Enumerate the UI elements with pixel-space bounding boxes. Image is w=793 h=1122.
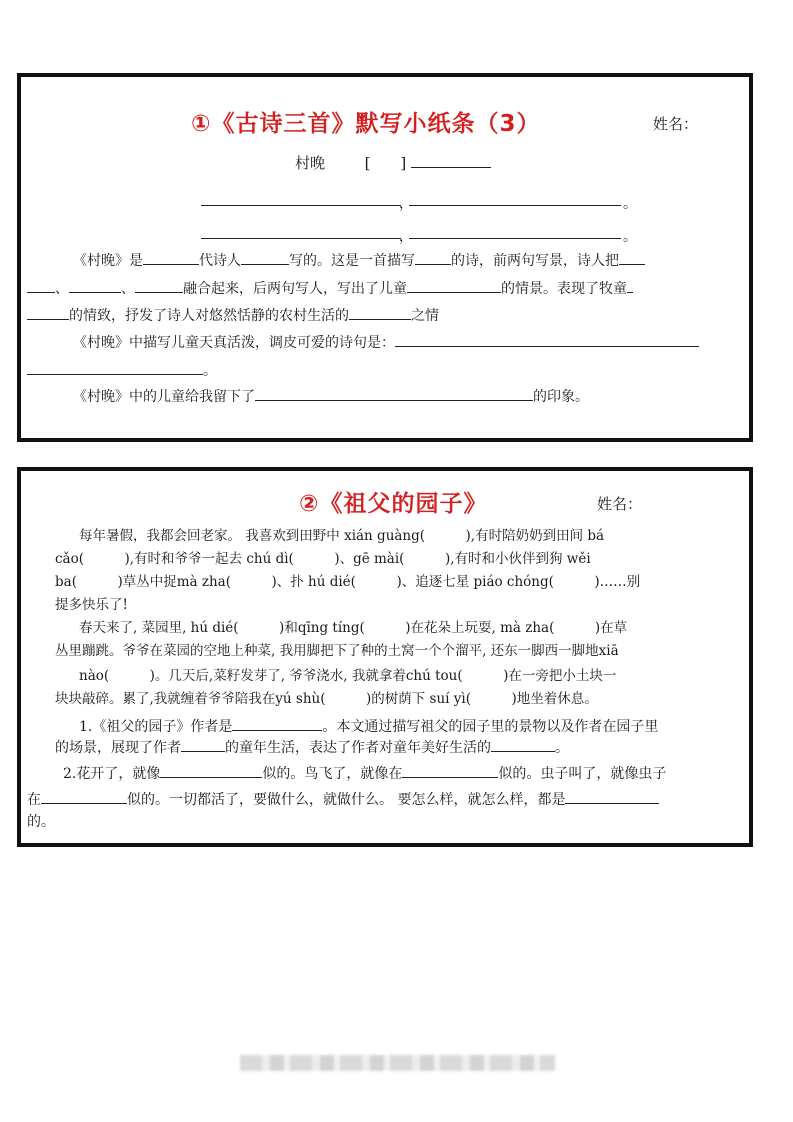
scene-blank-3[interactable] [69,278,121,293]
scene-blank-4[interactable] [135,278,183,293]
q2-answer-blank[interactable] [255,386,533,401]
c2-childhood-blank[interactable] [181,737,225,752]
p3-text-a: 的情致，抒发了诗人对悠然恬静的农村生活的 [69,308,349,324]
feeling-blank[interactable] [349,305,411,320]
c2-q1-text-e: 。 [555,740,569,756]
herdboy-blank-b[interactable] [27,305,69,320]
herdboy-blank-a[interactable] [627,278,633,293]
c2-q2-text-e: 似的。一切都活了，要做什么，就做什么。 要怎么样，就怎么样，都是 [127,792,566,808]
card2-question-1 [79,716,658,736]
children-scene-blank[interactable] [407,278,501,293]
passage-line-2: cǎo( ),有时和爷爷一起去 chú dì( )、gē mài( ),有时和小伙伴到狗 wěi [55,551,591,567]
poem-title: 村晚 [295,154,326,172]
p2-text-a: 、 [55,281,69,297]
poem-line-1-comma: ， [399,196,413,212]
p2-text-c: 的情景。表现了牧童 [501,281,627,297]
c2-q2-text-a: 2.花开了，就像 [63,766,161,782]
c2-q2-text-d: 在 [27,792,41,808]
c2-q1-text-d: 的童年生活，表达了作者对童年美好生活的 [225,740,491,756]
scene-blank-2[interactable] [27,278,55,293]
q1-text: 《村晚》中描写儿童天真活泼，调皮可爱的诗句是： [73,335,395,351]
scene-blank-1[interactable] [619,250,645,265]
blurred-watermark [240,1055,555,1071]
poem-line-1-period: 。 [623,196,637,212]
card2-question-2-end: 的。 [27,814,55,830]
q2-text-a: 《村晚》中的儿童给我留下了 [73,389,255,405]
card2-question-1-cont [55,737,569,757]
card1-question-1 [73,332,699,352]
poem-line-2a-blank[interactable] [201,238,401,239]
passage-line-6: 丛里蹦跳。爷爷在菜园的空地上种菜, 我用脚把下了种的土窝一个个溜平, 还东一脚西一脚地xiā [55,643,619,659]
c2-q1-text-c: 的场景，展现了作者 [55,740,181,756]
p3-text-b: 之情 [411,308,439,324]
c2-insect-blank[interactable] [41,789,127,804]
card1-para-line-3 [27,305,439,325]
passage-line-4: 提多快乐了! [55,597,128,613]
card2-title: ②《祖父的园子》 [299,491,488,517]
p1-text-c: 写的。这是一首描写 [289,253,415,269]
c2-q1-text-a: 1.《祖父的园子》作者是 [79,719,233,735]
card1-question-1-cont [27,360,217,380]
poem-title-line [295,153,491,172]
dictation-card-2 [17,467,753,847]
c2-bird-blank[interactable] [402,763,498,778]
poem-line-1a-blank[interactable] [201,205,401,206]
c2-freedom-blank[interactable] [565,789,659,804]
author-blank[interactable] [411,153,491,168]
c2-flower-blank[interactable] [160,763,262,778]
passage-line-8: 块块敲碎。累了,我就缠着爷爷陪我在yú shù( )的树荫下 suí yì( )地坐着休息。 [55,691,598,707]
q1-end: 。 [203,363,217,379]
passage-line-5: 春天来了, 菜园里, hú dié( )和qīng tíng( )在花朵上玩耍, mà zha( )在草 [79,620,628,636]
poet-blank[interactable] [241,250,289,265]
p2-text-a2: 、 [121,281,135,297]
dictation-card-1 [17,73,753,442]
p1-text-b: 代诗人 [199,253,241,269]
c2-feeling-blank[interactable] [491,737,555,752]
p1-text-a: 《村晚》是 [73,253,143,269]
c2-q2-text-b: 似的。鸟飞了，就像在 [262,766,403,782]
poem-line-1b-blank[interactable] [409,205,621,206]
q2-text-b: 的印象。 [533,389,589,405]
card2-question-2 [63,763,666,783]
q1-answer-blank-b[interactable] [27,360,203,375]
dynasty-bracket: [ ] [364,154,407,172]
q1-answer-blank-a[interactable] [395,332,699,347]
passage-line-3: ba( )草丛中捉mà zha( )、扑 hú dié( )、追逐七星 piáo chóng( )……别 [55,574,641,590]
passage-line-1: 每年暑假，我都会回老家。 我喜欢到田野中 xián guàng( ),有时陪奶奶到田间 bá [79,528,605,544]
p1-text-d: 的诗，前两句写景，诗人把 [451,253,619,269]
poem-line-2b-blank[interactable] [409,238,621,239]
c2-author-blank[interactable] [232,716,322,731]
card2-question-2-cont [27,789,659,809]
theme-blank[interactable] [415,250,451,265]
passage-line-7: nào( )。几天后,菜籽发芽了, 爷爷浇水, 我就拿着chú tou( )在一旁把小土块一 [79,668,617,684]
c2-q2-text-c: 似的。虫子叫了，就像虫子 [498,766,667,782]
p2-text-b: 融合起来，后两句写人，写出了儿童 [183,281,407,297]
card1-para-line-2 [27,278,633,298]
card1-name-label: 姓名： [653,115,699,133]
poem-line-2-comma: ， [399,229,413,245]
card1-title: ①《古诗三首》默写小纸条（3） [191,111,541,137]
card1-para-line-1 [73,250,645,270]
card2-name-label: 姓名： [597,495,643,513]
c2-q1-text-b: 。本文通过描写祖父的园子里的景物以及作者在园子里 [322,719,659,735]
card1-question-2 [73,386,589,406]
dynasty-blank[interactable] [143,250,199,265]
poem-line-2-period: 。 [623,229,637,245]
